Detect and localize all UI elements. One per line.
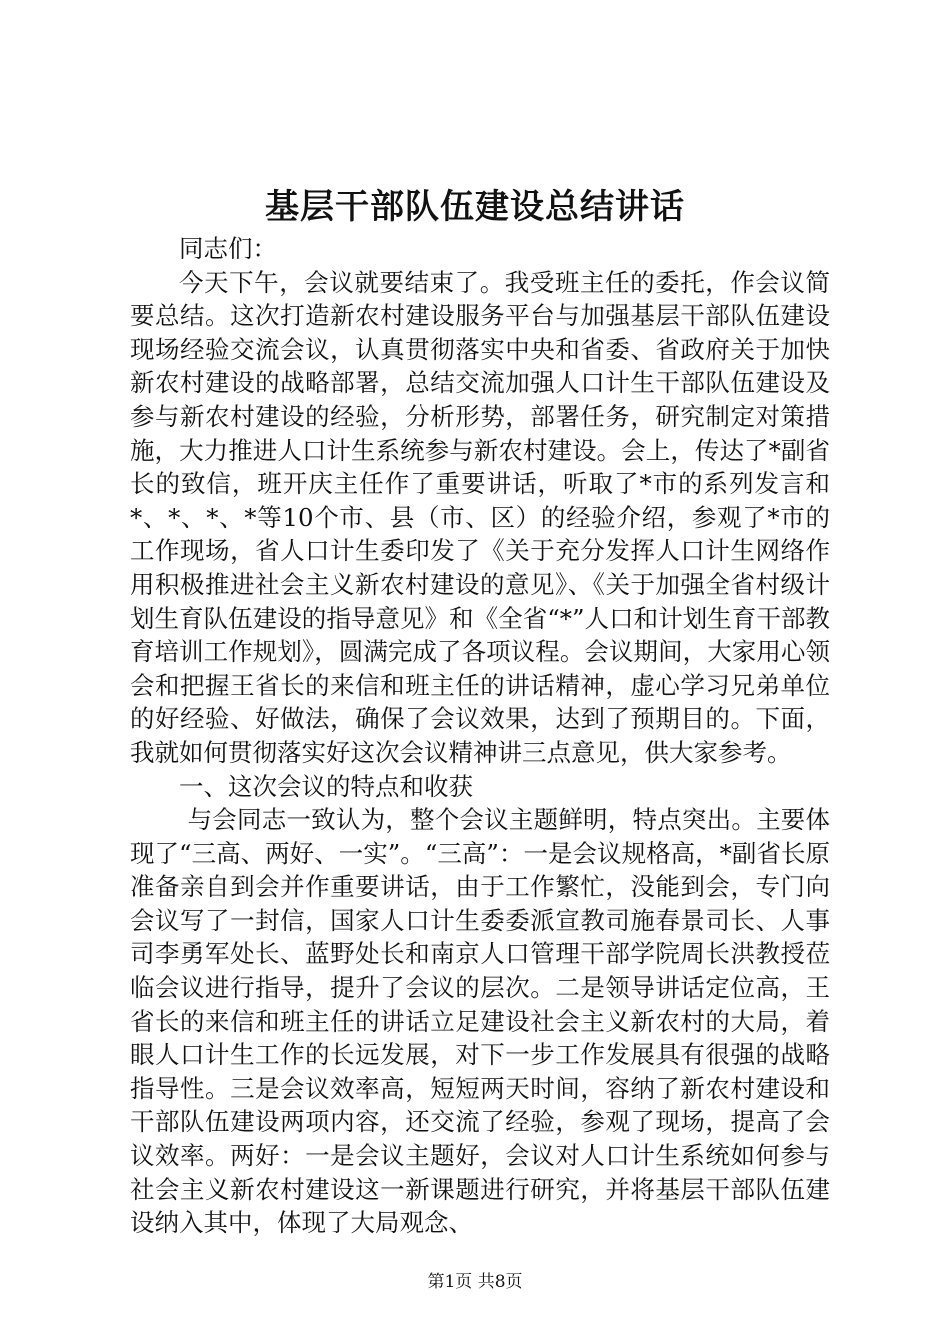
salutation: 同志们： xyxy=(179,234,277,263)
page-footer: 第1页 共8页 xyxy=(427,1272,523,1292)
section-heading: 一、这次会议的特点和收获 xyxy=(179,771,473,801)
document-body xyxy=(130,232,830,1240)
paragraph-features: 与会同志一致认为，整个会议主题鲜明，特点突出。主要体现了“三高、两好、一实”。“三高”：一是会议规格高，*副省长原准备亲自到会并作重要讲话，由于工作繁忙，没能到会，专门向会议写了一封信，国家人口计生委委派宣教司施春景司长、人事司李勇军处长、蓝野处长和南京人口管理干部学院周长洪教授莅临会议进行指导，提升了会议的层次。二是领导讲话定位高，王省长的来信和班主任的讲话立足建设社会主义新农村的大局，着眼人口计生工作的长远发展，对下一步工作发展具有很强的战略指导性。三是会议效率高，短短两天时间，容纳了新农村建设和干部队伍建设两项内容，还交流了经验，参观了现场，提高了会议效率。两好：一是会议主题好，会议对人口计生系统如何参与社会主义新农村建设这一新课题进行研究，并将基层干部队伍建设纳入其中，体现了大局观念、 xyxy=(130,805,830,1238)
paragraph-intro: 今天下午，会议就要结束了。我受班主任的委托，作会议简要总结。这次打造新农村建设服务平台与加强基层干部队伍建设现场经验交流会议，认真贯彻落实中央和省委、省政府关于加快新农村建设的战略部署，总结交流加强人口计生干部队伍建设及参与新农村建设的经验，分析形势，部署任务，研究制定对策措施，大力推进人口计生系统参与新农村建设。会上，传达了*副省长的致信，班开庆主任作了重要讲话，听取了*市的系列发言和*、*、*、*等10个市、县（市、区）的经验介绍，参观了*市的工作现场，省人口计生委印发了《关于充分发挥人口计生网络作用积极推进社会主义新农村建设的意见》、《关于加强全省村级计划生育队伍建设的指导意见》和《全省“*”人口和计划生育干部教育培训工作规划》，圆满完成了各项议程。会议期间，大家用心领会和把握王省长的来信和班主任的讲话精神，虚心学习兄弟单位的好经验、好做法，确保了会议效果，达到了预期目的。下面，我就如何贯彻落实好这次会议精神讲三点意见，供大家参考。 xyxy=(130,267,830,767)
document-title: 基层干部队伍建设总结讲话 xyxy=(265,187,685,227)
